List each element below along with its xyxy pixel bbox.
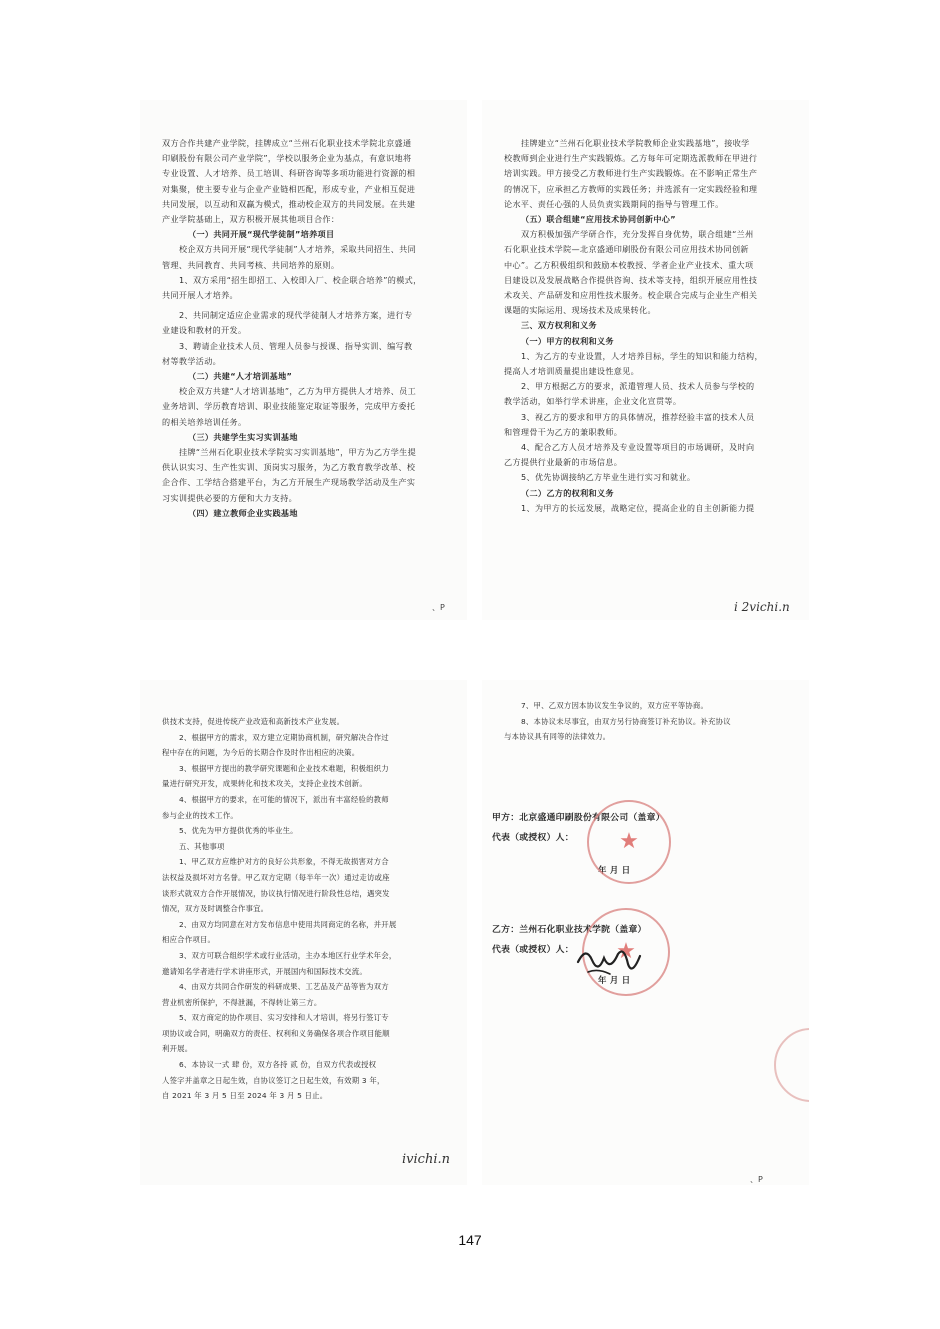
handwritten-initials: ivichi.n xyxy=(402,1152,450,1167)
text-block xyxy=(162,714,453,1104)
text-line: 的情况下，应承担乙方教师的实践任务；并选派有一定实践经验和理 xyxy=(504,183,758,194)
text-line: 4、根据甲方的要求，在可能的情况下，派出有丰富经验的教师 xyxy=(179,794,389,804)
text-line: 1、为甲方的长远发展，战略定位，提高企业的自主创新能力提 xyxy=(521,502,755,513)
text-line: 自 2021 年 3 月 5 日至 2024 年 3 月 5 日止。 xyxy=(162,1091,328,1101)
text-line: 提高人才培训质量提出建设性意见。 xyxy=(504,366,640,377)
text-line: 与本协议具有同等的法律效力。 xyxy=(504,732,611,742)
text-line: 8、本协议未尽事宜，由双方另行协商签订补充协议。补充协议 xyxy=(521,716,731,726)
text-line: 相应合作项目。 xyxy=(162,935,216,945)
text-line: 目建设以及发展战略合作提供咨询、技术等支持，组织开展应用性技 xyxy=(504,274,758,285)
text-line: 5、优先协调接纳乙方毕业生进行实习和就业。 xyxy=(521,472,696,483)
text-block xyxy=(162,136,453,521)
text-line: 产业学院基础上，双方积极开展其他项目合作： xyxy=(162,214,340,225)
text-line: 培训实践。甲方接受乙方教师进行生产实践锻炼。在不影响正常生产 xyxy=(504,168,758,179)
text-line: 企合作、工学结合搭建平台，为乙方开展生产现场教学活动及生产实 xyxy=(162,477,416,488)
handwritten-mark: 、P xyxy=(750,1175,763,1184)
party-b-name: 乙方：兰州石化职业技术学院（盖章） xyxy=(492,925,647,935)
text-line: 中心”。乙方积极组织和鼓励本校教授、学者企业产业技术、重大项 xyxy=(504,259,754,270)
text-line: 石化职业技术学院—北京盛通印刷股份有限公司应用技术协同创新 xyxy=(504,244,749,255)
text-line: 校企双方共同开展“现代学徒制”人才培养，采取共同招生、共同 xyxy=(179,244,417,255)
party-a-date: 年 月 日 xyxy=(598,865,631,875)
text-line: 校教师到企业进行生产实践锻炼。乙方每年可定期选派教师在甲进行 xyxy=(504,153,758,164)
text-line: 对集聚，使主要专业与企业产业链相匹配，形成专业，产业相互促进 xyxy=(162,183,416,194)
text-line: 情况，双方及时调整合作事宜。 xyxy=(162,904,269,914)
text-line: 项协议或合同，明确双方的责任、权利和义务确保各项合作项目能顺 xyxy=(162,1028,390,1038)
text-line: 1、甲乙双方应维护对方的良好公共形象，不得无故损害对方合 xyxy=(179,857,389,867)
text-line: 2、共同制定适应企业需求的现代学徒制人才培养方案，进行专 xyxy=(179,310,413,321)
text-line: 供认识实习、生产性实训、顶岗实习服务，为乙方教育教学改革、校 xyxy=(162,462,416,473)
handwritten-initials: i 2vichi.n xyxy=(734,600,790,614)
text-line: 1、为乙方的专业设置，人才培养目标，学生的知识和能力结构， xyxy=(521,350,763,361)
text-line: 术攻关、产品研发和应用性技术服务。校企联合完成与企业生产相关 xyxy=(504,290,758,301)
text-line: （一）共同开展“现代学徒制”培养项目 xyxy=(188,229,335,240)
text-line: 挂牌“兰州石化职业技术学院实习实训基地”，甲方为乙方学生提 xyxy=(179,447,417,458)
star-icon: ★ xyxy=(616,939,636,964)
text-line: 量进行研究开发，成果转化和技术攻关，支持企业技术创新。 xyxy=(162,779,367,789)
text-line: （二）乙方的权利和义务 xyxy=(521,487,614,498)
text-line: 校企双方共建“人才培训基地”，乙方为甲方提供人才培养、员工 xyxy=(179,386,417,397)
text-line: 共同发展，以互动和双赢为模式，推动校企双方的共同发展。在共建 xyxy=(162,198,416,209)
handwritten-mark: 、P xyxy=(432,603,445,612)
text-line: 共同开展人才培养。 xyxy=(162,290,238,301)
text-line: 3、聘请企业技术人员、管理人员参与授课、指导实训、编写教 xyxy=(179,340,413,351)
text-line: 2、甲方根据乙方的要求，派遣管理人员、技术人员参与学校的 xyxy=(521,381,755,392)
text-line: 三、双方权利和义务 xyxy=(521,320,597,331)
party-a-representative: 代表（或授权）人： xyxy=(492,833,574,843)
text-line: 1、双方采用“招生即招工、入校即入厂、校企联合培养”的模式， xyxy=(179,274,422,285)
text-line: 3、视乙方的要求和甲方的具体情况，推荐经验丰富的技术人员 xyxy=(521,411,755,422)
text-line: 营业机密所保护，不得泄漏，不得转让第三方。 xyxy=(162,997,322,1007)
text-line: 业建设和教材的开发。 xyxy=(162,325,247,336)
text-line: 和管理骨干为乙方的兼职教师。 xyxy=(504,426,623,437)
text-line: 管理、共同教育、共同考核、共同培养的原则。 xyxy=(162,259,340,270)
star-icon: ★ xyxy=(619,829,639,854)
text-line: 挂牌建立“兰州石化职业技术学院教师企业实践基地”，接收学 xyxy=(521,138,750,148)
scan-page-top-right xyxy=(482,100,809,620)
text-line: 教学活动，如举行学术讲座，企业文化宣贯等。 xyxy=(504,396,682,407)
party-b-representative: 代表（或授权）人： xyxy=(492,945,574,955)
text-line: 双方合作共建产业学院，挂牌成立“兰州石化职业技术学院北京盛通 xyxy=(162,138,412,148)
text-line: 课题的实际运用、现场技术及成果转化。 xyxy=(504,305,656,316)
text-line: 3、双方可联合组织学术或行业活动，主办本地区行业学术年会， xyxy=(179,950,397,960)
text-line: 2、根据甲方的需求，双方建立定期协商机制，研究解决合作过 xyxy=(179,732,389,742)
text-line: （一）甲方的权利和义务 xyxy=(521,335,614,346)
text-line: 2、由双方均同意在对方发布信息中使用共同商定的名称，并开展 xyxy=(179,919,397,929)
text-line: （二）共建“人才培训基地” xyxy=(188,371,293,382)
text-line: 5、优先为甲方提供优秀的毕业生。 xyxy=(179,826,298,836)
text-line: （四）建立教师企业实践基地 xyxy=(188,507,298,518)
text-line: （三）共建学生实习实训基地 xyxy=(188,431,298,442)
text-line: 利开展。 xyxy=(162,1044,193,1054)
text-line: 供技术支持，促进传统产业改造和高新技术产业发展。 xyxy=(162,717,345,726)
text-line: 论水平、责任心强的人员负责实践期间的指导与管理工作。 xyxy=(504,198,724,209)
party-a-seal xyxy=(587,800,671,884)
partial-seal xyxy=(774,1028,809,1102)
text-line: 专业设置、人才培养、员工培训、科研咨询等多项功能进行资源的相 xyxy=(162,168,416,179)
text-line: 双方积极加强产学研合作，充分发挥自身优势，联合组建“兰州 xyxy=(521,229,754,240)
text-block xyxy=(504,136,795,516)
text-block xyxy=(504,698,795,745)
text-line: 习实训提供必要的方便和大力支持。 xyxy=(162,492,298,503)
party-b-date: 年 月 日 xyxy=(598,975,631,985)
text-line: 程中存在的问题，为今后的长期合作及时作出相应的决策。 xyxy=(162,748,360,758)
scan-page-bottom-right xyxy=(482,680,809,1185)
text-line: 业务培训、学历教育培训、职业技能鉴定取证等服务，完成甲方委托 xyxy=(162,401,416,412)
scan-page-bottom-left xyxy=(140,680,467,1185)
text-line: 五、其他事项 xyxy=(179,841,225,851)
text-line: 谈形式就双方合作开展情况，协议执行情况进行阶段性总结，遇突发 xyxy=(162,888,390,898)
text-line: 参与企业的技术工作。 xyxy=(162,810,238,820)
text-line: 5、双方商定的协作项目、实习安排和人才培训，将另行签订专 xyxy=(179,1013,389,1023)
text-line: 3、根据甲方提出的教学研究课题和企业技术难题，积极组织力 xyxy=(179,763,389,773)
scan-page-top-left xyxy=(140,100,467,620)
text-line: 4、配合乙方人员才培养及专业设置等项目的市场调研，及时向 xyxy=(521,442,755,453)
page-number: 147 xyxy=(458,1232,482,1248)
text-line: （五）联合组建“应用技术协同创新中心” xyxy=(521,214,676,225)
text-line: 邀请知名学者进行学术讲座形式，开展国内和国际技术交流。 xyxy=(162,966,367,976)
text-line: 人签字并盖章之日起生效，自协议签订之日起生效，有效期 3 年， xyxy=(162,1075,385,1085)
text-line: 6、本协议一式 肆 份，双方各持 贰 份，自双方代表或授权 xyxy=(179,1060,377,1070)
party-a-name: 甲方：北京盛通印刷股份有限公司（盖章） xyxy=(492,813,665,823)
text-line: 的相关培养培训任务。 xyxy=(162,416,247,427)
text-line: 印刷股份有限公司产业学院”，学校以服务企业为基点，有意识地将 xyxy=(162,153,412,164)
text-line: 法权益及损坏对方名誉。甲乙双方定期（每半年一次）通过走访或座 xyxy=(162,872,390,882)
text-line: 7、甲、乙双方因本协议发生争议的，双方应平等协商。 xyxy=(521,701,709,710)
text-line: 4、由双方共同合作研发的科研成果、工艺品及产品等皆为双方 xyxy=(179,982,389,992)
text-line: 材等教学活动。 xyxy=(162,355,222,366)
handwritten-signature xyxy=(574,939,644,982)
text-line: 乙方提供行业最新的市场信息。 xyxy=(504,457,623,468)
